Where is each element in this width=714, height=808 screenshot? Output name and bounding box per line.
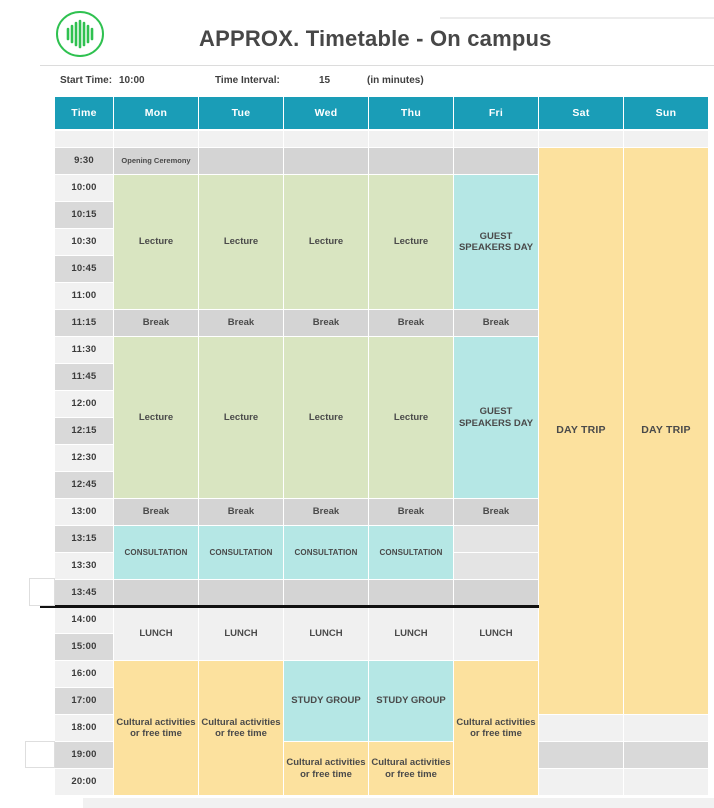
column-header-fri[interactable]: Fri	[454, 97, 538, 129]
column-header-mon[interactable]: Mon	[114, 97, 198, 129]
event-cell-cultural-activities-or-free-time[interactable]: Cultural activities or free time	[454, 661, 538, 795]
empty-cell[interactable]	[369, 148, 453, 174]
empty-cell[interactable]	[539, 769, 623, 795]
time-cell-10-00[interactable]: 10:00	[55, 175, 113, 201]
empty-cell[interactable]	[624, 715, 708, 741]
event-cell-cultural-activities-or-free-time[interactable]: Cultural activities or free time	[369, 742, 453, 795]
time-interval-value[interactable]: 15	[319, 75, 331, 86]
event-cell-break[interactable]: Break	[284, 499, 368, 525]
time-cell-16-00[interactable]: 16:00	[55, 661, 113, 687]
time-cell-11-45[interactable]: 11:45	[55, 364, 113, 390]
time-cell-10-45[interactable]: 10:45	[55, 256, 113, 282]
event-cell-consultation[interactable]: CONSULTATION	[114, 526, 198, 579]
event-cell-lecture[interactable]: Lecture	[284, 337, 368, 498]
time-cell-13-15[interactable]: 13:15	[55, 526, 113, 552]
empty-cell[interactable]	[624, 769, 708, 795]
empty-cell[interactable]	[114, 131, 198, 147]
time-cell-12-15[interactable]: 12:15	[55, 418, 113, 444]
event-cell-lunch[interactable]: LUNCH	[369, 607, 453, 660]
empty-cell[interactable]	[454, 526, 538, 552]
timetable-grid	[55, 131, 708, 795]
divider-line	[40, 605, 539, 608]
empty-cell[interactable]	[114, 580, 198, 606]
time-cell-13-45[interactable]: 13:45	[55, 580, 113, 606]
empty-cell[interactable]	[199, 131, 283, 147]
event-cell-break[interactable]: Break	[199, 499, 283, 525]
event-cell-lecture[interactable]: Lecture	[199, 175, 283, 309]
event-cell-break[interactable]: Break	[369, 499, 453, 525]
event-cell-opening-ceremony[interactable]: Opening Ceremony	[114, 148, 198, 174]
event-cell-lecture[interactable]: Lecture	[284, 175, 368, 309]
empty-cell[interactable]	[369, 131, 453, 147]
column-header-sat[interactable]: Sat	[539, 97, 623, 129]
empty-cell[interactable]	[199, 148, 283, 174]
column-header-sun[interactable]: Sun	[624, 97, 708, 129]
margin-note-box	[25, 741, 55, 768]
empty-cell[interactable]	[624, 131, 708, 147]
time-cell-10-30[interactable]: 10:30	[55, 229, 113, 255]
column-header-time[interactable]: Time	[55, 97, 113, 129]
time-cell-10-15[interactable]: 10:15	[55, 202, 113, 228]
time-cell-11-30[interactable]: 11:30	[55, 337, 113, 363]
event-cell-lunch[interactable]: LUNCH	[284, 607, 368, 660]
day-header-row	[55, 97, 708, 129]
event-cell-break[interactable]: Break	[114, 310, 198, 336]
event-cell-guest-speakers-day[interactable]: GUEST SPEAKERS DAY	[454, 337, 538, 498]
margin-note-box	[29, 578, 55, 606]
event-cell-lecture[interactable]: Lecture	[114, 175, 198, 309]
equalizer-icon	[54, 9, 106, 59]
column-header-thu[interactable]: Thu	[369, 97, 453, 129]
settings-row	[40, 65, 714, 97]
time-cell-15-00[interactable]: 15:00	[55, 634, 113, 660]
event-cell-lunch[interactable]: LUNCH	[454, 607, 538, 660]
time-cell-17-00[interactable]: 17:00	[55, 688, 113, 714]
event-cell-lunch[interactable]: LUNCH	[114, 607, 198, 660]
start-time-label: Start Time:	[60, 75, 113, 86]
time-cell-13-30[interactable]: 13:30	[55, 553, 113, 579]
column-header-tue[interactable]: Tue	[199, 97, 283, 129]
event-cell-lecture[interactable]: Lecture	[199, 337, 283, 498]
event-cell-break[interactable]: Break	[114, 499, 198, 525]
empty-cell[interactable]	[624, 742, 708, 768]
time-cell-18-00[interactable]: 18:00	[55, 715, 113, 741]
event-cell-cultural-activities-or-free-time[interactable]: Cultural activities or free time	[284, 742, 368, 795]
column-header-wed[interactable]: Wed	[284, 97, 368, 129]
time-cell-11-00[interactable]: 11:00	[55, 283, 113, 309]
empty-cell[interactable]	[284, 148, 368, 174]
app-logo	[54, 9, 106, 59]
event-cell-study-group[interactable]: STUDY GROUP	[284, 661, 368, 741]
empty-cell[interactable]	[539, 131, 623, 147]
time-cell-12-45[interactable]: 12:45	[55, 472, 113, 498]
event-cell-break[interactable]: Break	[199, 310, 283, 336]
empty-cell[interactable]	[284, 131, 368, 147]
event-cell-lecture[interactable]: Lecture	[369, 337, 453, 498]
time-cell-13-00[interactable]: 13:00	[55, 499, 113, 525]
empty-cell[interactable]	[539, 742, 623, 768]
event-cell-consultation[interactable]: CONSULTATION	[369, 526, 453, 579]
event-cell-consultation[interactable]: CONSULTATION	[199, 526, 283, 579]
event-cell-cultural-activities-or-free-time[interactable]: Cultural activities or free time	[114, 661, 198, 795]
start-time-value[interactable]: 10:00	[119, 75, 145, 86]
event-cell-study-group[interactable]: STUDY GROUP	[369, 661, 453, 741]
event-cell-lecture[interactable]: Lecture	[369, 175, 453, 309]
event-cell-consultation[interactable]: CONSULTATION	[284, 526, 368, 579]
empty-cell[interactable]	[454, 148, 538, 174]
time-cell-12-00[interactable]: 12:00	[55, 391, 113, 417]
event-cell-lunch[interactable]: LUNCH	[199, 607, 283, 660]
time-cell-11-15[interactable]: 11:15	[55, 310, 113, 336]
event-cell-break[interactable]: Break	[454, 310, 538, 336]
time-interval-unit: (in minutes)	[367, 75, 424, 86]
empty-cell[interactable]	[454, 580, 538, 606]
empty-cell[interactable]	[199, 580, 283, 606]
event-cell-guest-speakers-day[interactable]: GUEST SPEAKERS DAY	[454, 175, 538, 309]
event-cell-day-trip[interactable]: DAY TRIP	[624, 148, 708, 714]
empty-cell[interactable]	[55, 131, 113, 147]
page-title: APPROX. Timetable - On campus	[199, 26, 552, 51]
time-interval-label: Time Interval:	[215, 75, 280, 86]
event-cell-break[interactable]: Break	[284, 310, 368, 336]
empty-cell[interactable]	[454, 131, 538, 147]
top-divider	[440, 17, 714, 19]
event-cell-day-trip[interactable]: DAY TRIP	[539, 148, 623, 714]
time-cell-12-30[interactable]: 12:30	[55, 445, 113, 471]
empty-cell[interactable]	[284, 580, 368, 606]
event-cell-cultural-activities-or-free-time[interactable]: Cultural activities or free time	[199, 661, 283, 795]
time-cell-19-00[interactable]: 19:00	[55, 742, 113, 768]
bottom-strip	[83, 798, 714, 808]
time-cell-20-00[interactable]: 20:00	[55, 769, 113, 795]
time-cell-9-30[interactable]: 9:30	[55, 148, 113, 174]
time-cell-14-00[interactable]: 14:00	[55, 607, 113, 633]
empty-cell[interactable]	[454, 553, 538, 579]
event-cell-break[interactable]: Break	[454, 499, 538, 525]
event-cell-break[interactable]: Break	[369, 310, 453, 336]
event-cell-lecture[interactable]: Lecture	[114, 337, 198, 498]
empty-cell[interactable]	[539, 715, 623, 741]
empty-cell[interactable]	[369, 580, 453, 606]
